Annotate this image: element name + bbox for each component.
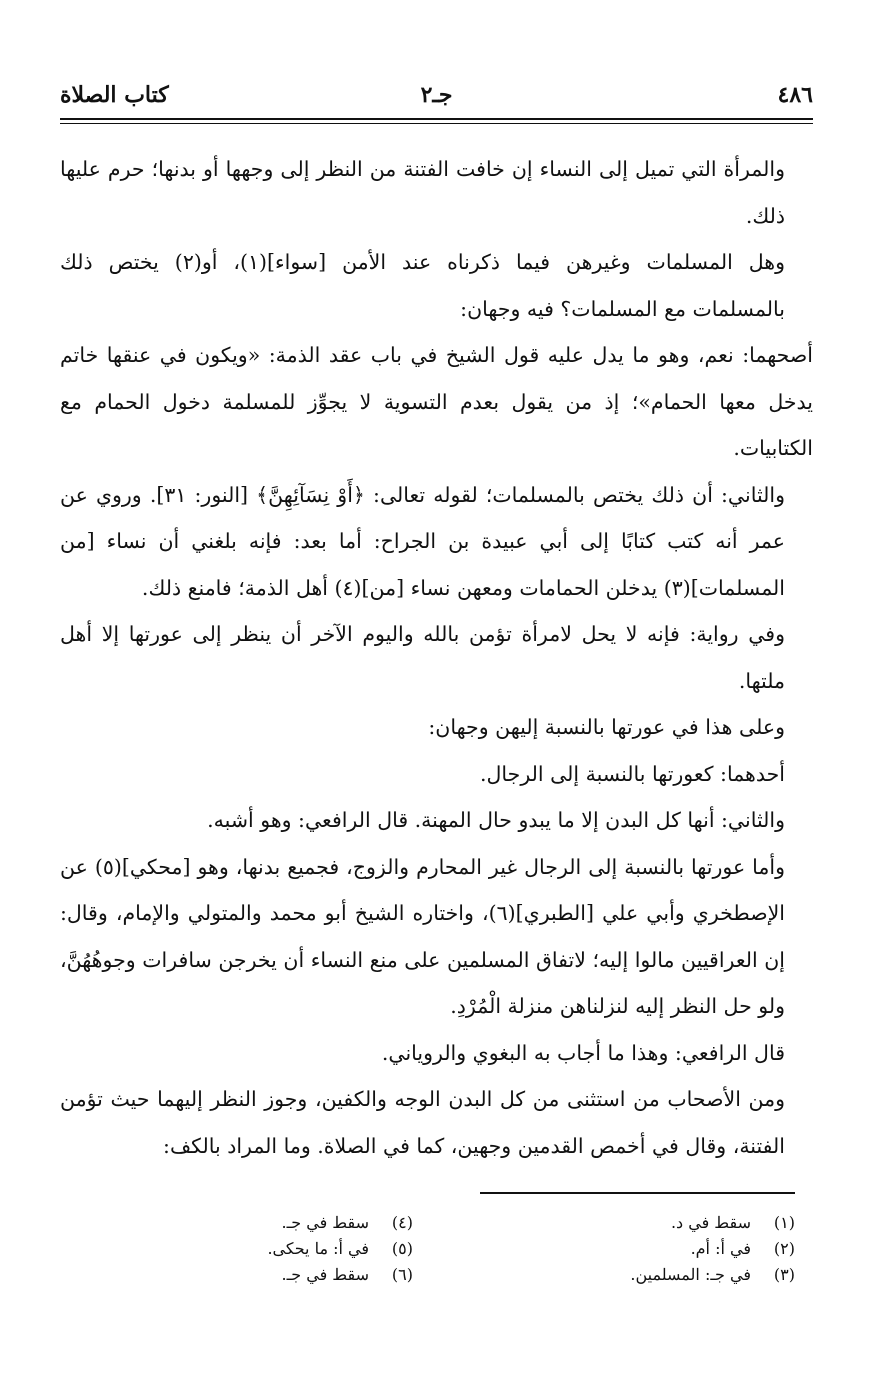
footnote: [153, 1236, 413, 1262]
paragraph: وفي رواية: فإنه لا يحل لامرأة تؤمن بالله واليوم الآخر أن ينظر إلى عورتها إلا أهل ملتها.: [60, 622, 785, 693]
running-header: [60, 82, 813, 118]
footnote: [153, 1210, 413, 1236]
header-rule-thin: [60, 123, 813, 124]
footnote-text: في أ: ما يحكى.: [267, 1239, 369, 1258]
footnote-number: (٢): [773, 1239, 795, 1258]
main-text: [60, 146, 813, 1169]
footnote-text: سقط في د.: [670, 1213, 751, 1232]
footnote: [495, 1210, 795, 1236]
page-number: ٤٨٦: [777, 82, 813, 108]
footnote: [495, 1262, 795, 1288]
footnote-text: سقط في جـ.: [281, 1213, 369, 1232]
volume-label: جـ٢: [420, 82, 453, 108]
footnote-text: سقط في جـ.: [281, 1265, 369, 1284]
paragraph: والمرأة التي تميل إلى النساء إن خافت الفتنة من النظر إلى وجهها أو بدنها؛ حرم عليها ذلك.: [60, 157, 785, 228]
paragraph: أصحهما: نعم، وهو ما يدل عليه قول الشيخ في باب عقد الذمة: «ويكون في عنقها خاتم يدخل معها الحمام»؛ إذ من يقول بعدم التسوية لا يجوِّز للمسلمة دخول الحمام مع الكتابيات.: [60, 343, 813, 460]
footnotes-column-right: [495, 1210, 795, 1288]
footnote: [495, 1236, 795, 1262]
footnote-separator: [480, 1192, 795, 1194]
footnote-text: في جـ: المسلمين.: [630, 1265, 751, 1284]
book-title: كتاب الصلاة: [60, 82, 169, 108]
paragraph: والثاني: أنها كل البدن إلا ما يبدو حال المهنة. قال الرافعي: وهو أشبه.: [207, 808, 785, 832]
footnote-number: (٦): [391, 1265, 413, 1284]
footnote-number: (٣): [773, 1265, 795, 1284]
footnotes-column-left: [153, 1210, 413, 1288]
paragraph: قال الرافعي: وهذا ما أجاب به البغوي والروياني.: [381, 1040, 785, 1065]
footnote-number: (٥): [391, 1239, 413, 1258]
paragraph: ومن الأصحاب من استثنى من كل البدن الوجه والكفين، وجوز النظر إليهما حيث تؤمن الفتنة، وقال في أخمص القدمين وجهين، كما في الصلاة. وما المراد بالكف:: [60, 1087, 785, 1158]
paragraph: وأما عورتها بالنسبة إلى الرجال غير المحارم والزوج، فجميع بدنها، وهو [محكي](٥) عن الإصطخري وأبي علي [الطبري](٦)، واختاره الشيخ أبو محمد والمتولي والإمام، وقال: إن العراقيين مالوا إليه؛ لاتفاق المسلمين على منع النساء أن يخرجن سافرات وجوهُهُنَّ، ولو حل النظر إليه لنزلناهن منزلة الْمُرْدِ.: [60, 854, 786, 1018]
footnote-number: (٤): [391, 1213, 413, 1232]
footnote-text: في أ: أم.: [690, 1239, 751, 1258]
header-rule-thick: [60, 118, 813, 120]
paragraph: والثاني: أن ذلك يختص بالمسلمات؛ لقوله تعالى: ﴿أَوْ نِسَآئِهِنَّ﴾ [النور: ٣١]. وروي عن عمر أنه كتب كتابًا إلى أبي عبيدة بن الجراح: أما بعد: فإنه بلغني أن نساء [من المسلمات](٣) يدخلن الحمامات ومعهن نساء [من](٤) أهل الذمة؛ فامنع ذلك.: [60, 482, 785, 600]
paragraph: وعلى هذا في عورتها بالنسبة إليهن وجهان:: [428, 715, 785, 739]
paragraph: وهل المسلمات وغيرهن فيما ذكرناه عند الأمن [سواء](١)، أو(٢) يختص ذلك بالمسلمات مع المسلمات؟ فيه وجهان:: [60, 250, 785, 321]
paragraph: أحدهما: كعورتها بالنسبة إلى الرجال.: [479, 761, 785, 786]
footnote: [153, 1262, 413, 1288]
footnote-number: (١): [773, 1213, 795, 1232]
